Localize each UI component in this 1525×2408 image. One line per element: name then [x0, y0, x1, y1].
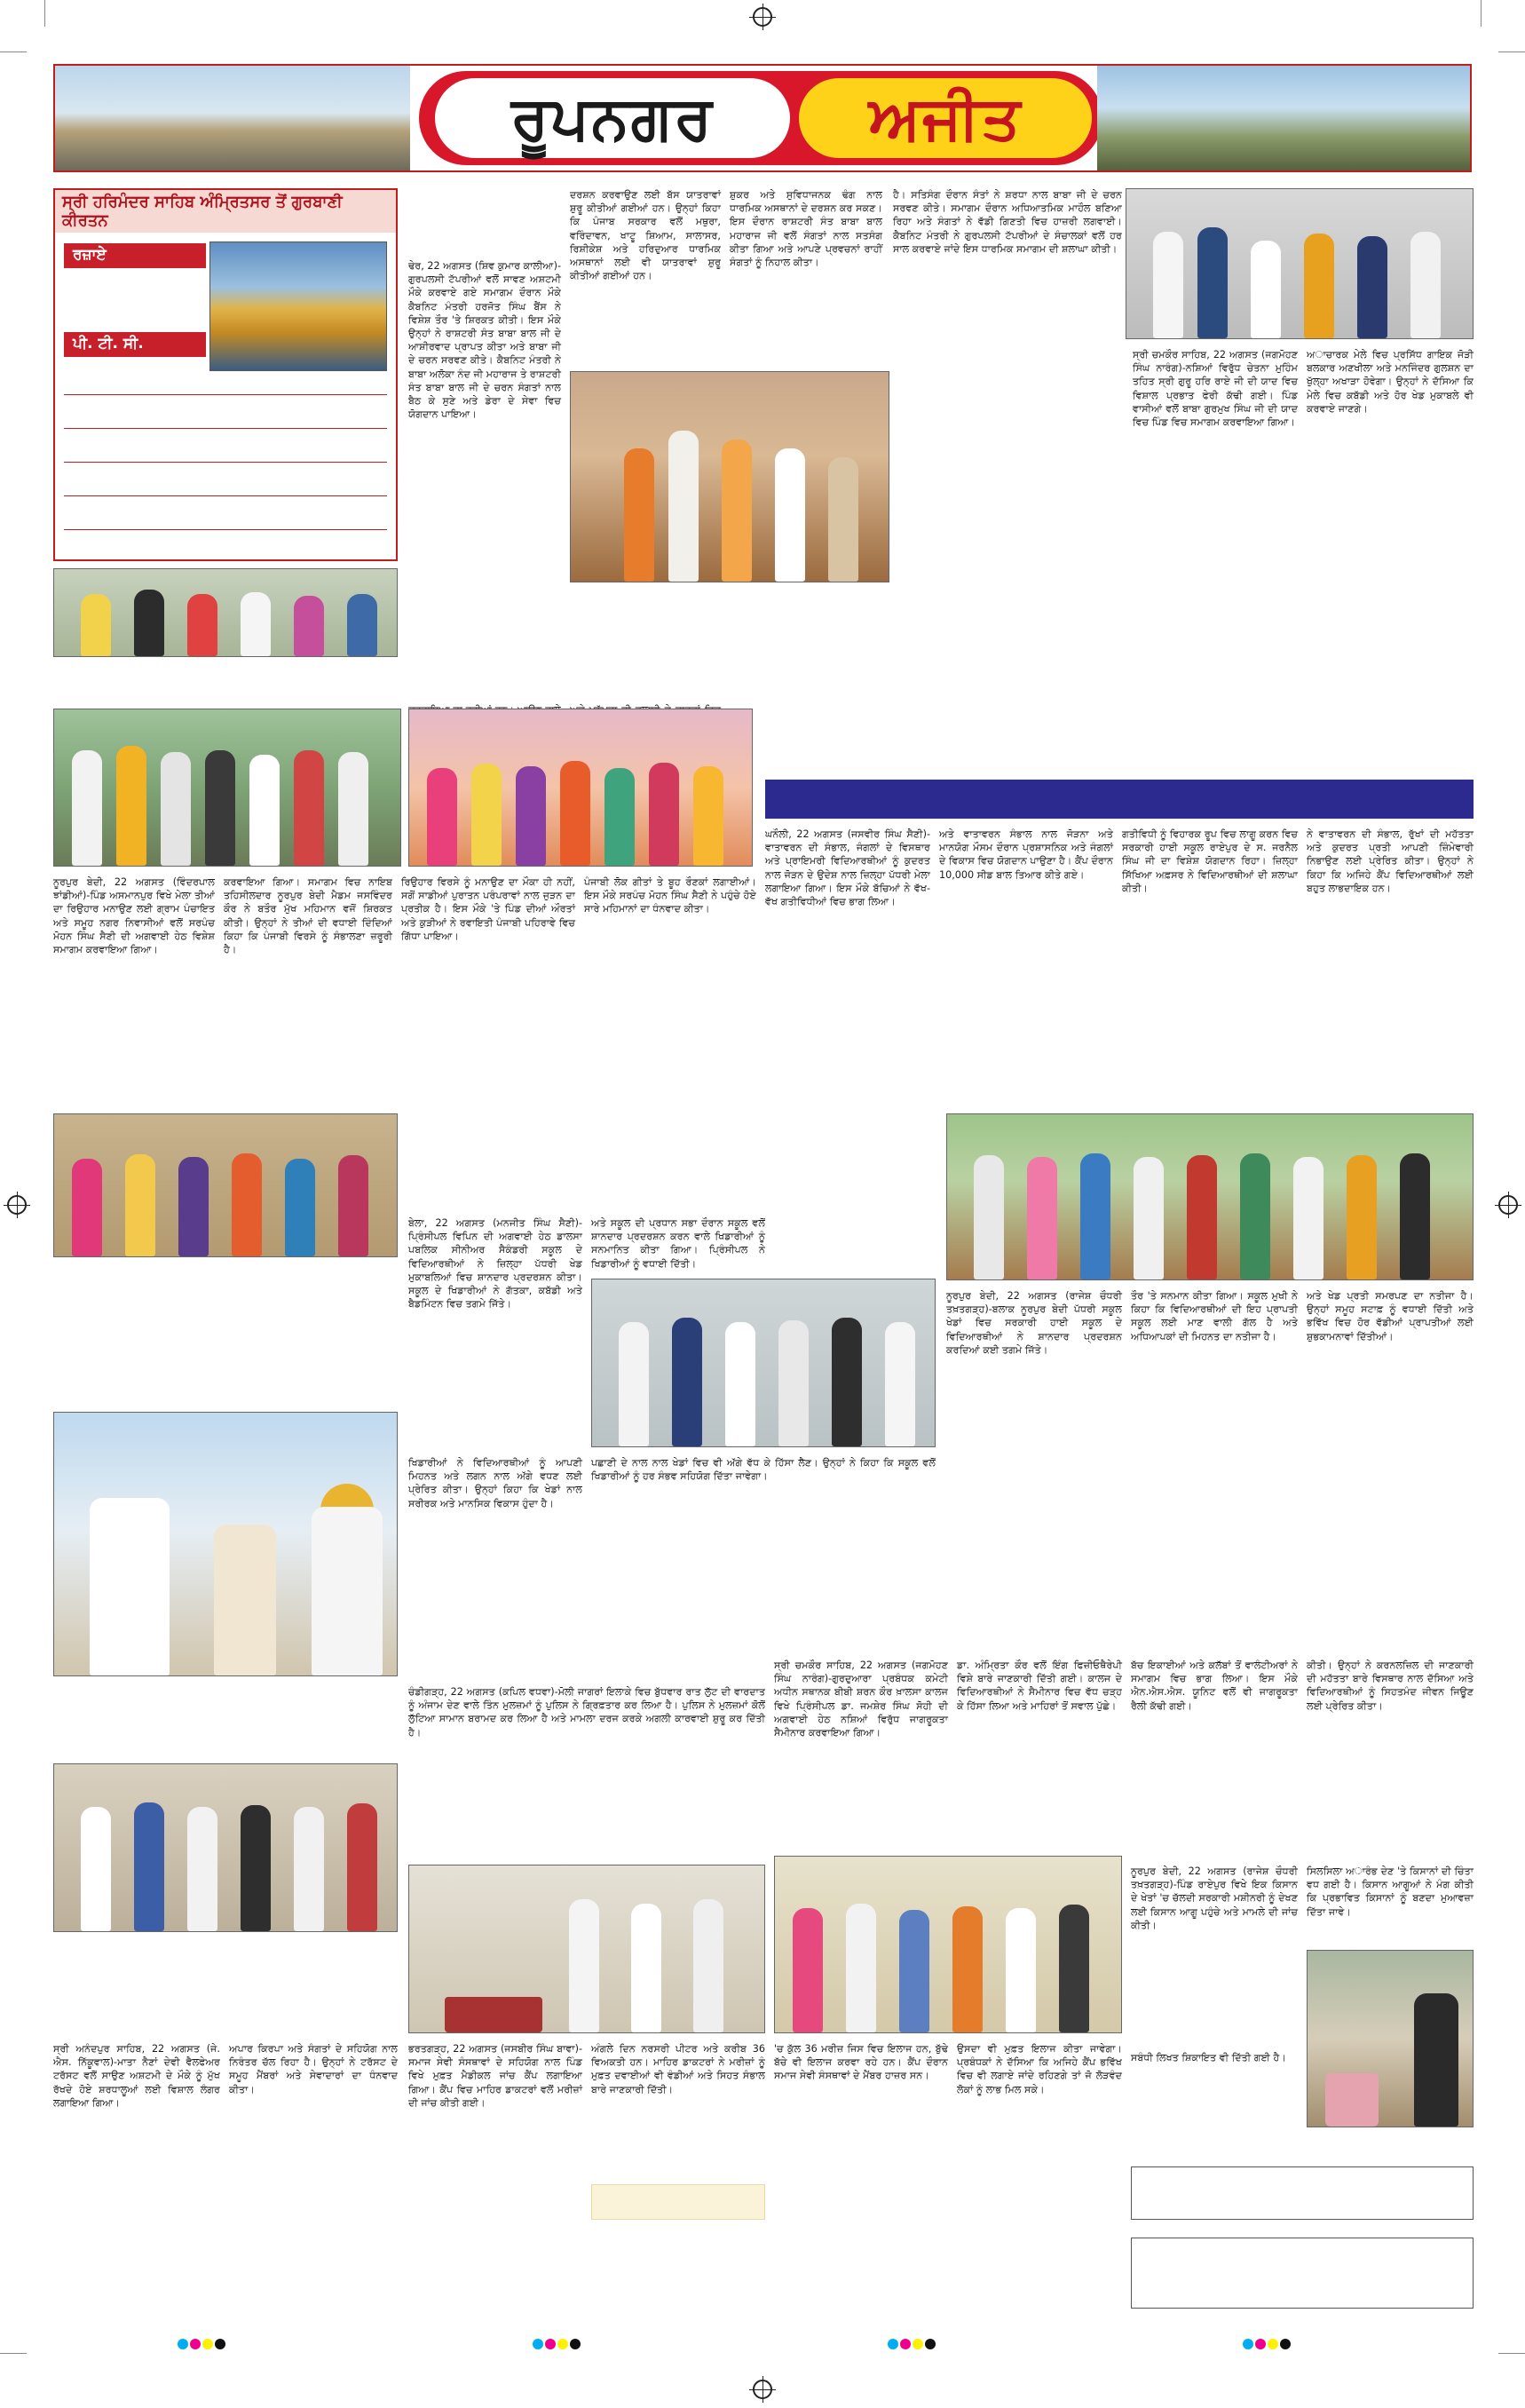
article-text: ਅੰਗਲੇ ਦਿਨ ਨਰਸਰੀ ਪੀਟਰ ਅਤੇ ਕਰੀਬ 36 ਵਿਅਕਤੀ ਹਨ। ਮਾਹਿਰ ਡਾਕਟਰਾਂ ਨੇ ਮਰੀਜ਼ਾਂ ਨੂੰ ਮੁਫ਼ਤ ਦਵਾਈਆਂ ਵੀ ਵੰਡੀਆਂ ਅਤੇ ਸਿਹਤ ਸੰਭਾਲ ਬਾਰੇ ਜਾਣਕਾਰੀ ਦਿੱਤੀ।: [591, 2043, 765, 2095]
crop-mark: [0, 2353, 27, 2354]
news-photo: [53, 1412, 398, 1676]
masthead-banner: [419, 71, 1102, 165]
article-text: ਕਰਵਾਇਆ ਗਿਆ। ਸਮਾਗਮ ਵਿਚ ਨਾਇਬ ਤਹਿਸੀਲਦਾਰ ਨੂਰਪੁਰ ਬੇਦੀ ਮੈਡਮ ਜਸਵਿੰਦਰ ਕੌਰ ਨੇ ਬਤੌਰ ਮੁੱਖ ਮਹਿਮਾਨ ਵਜੋਂ ਸ਼ਿਰਕਤ ਕੀਤੀ। ਉਨ੍ਹਾਂ ਨੇ ਤੀਆਂ ਦੀ ਵਧਾਈ ਦਿੰਦਿਆਂ ਕਿਹਾ ਕਿ ਪੰਜਾਬੀ ਵਿਰਸੇ ਨੂੰ ਸੰਭਾਲਣਾ ਜ਼ਰੂਰੀ ਹੈ।: [224, 876, 392, 956]
article-text: ਬੇਲਾ, 22 ਅਗਸਤ (ਮਨਜੀਤ ਸਿੰਘ ਸੈਣੀ)-ਪ੍ਰਿੰਸੀਪਲ ਵਿਪਿਨ ਦੀ ਅਗਵਾਈ ਹੇਠ ਡਾਲਸਾ ਪਬਲਿਕ ਸੀਨੀਅਰ ਸੈਕੰਡਰੀ ਸਕੂਲ ਦੇ ਵਿਦਿਆਰਥੀਆਂ ਨੇ ਜ਼ਿਲ੍ਹਾ ਪੱਧਰੀ ਖੇਡ ਮੁਕਾਬਲਿਆਂ ਵਿਚ ਸ਼ਾਨਦਾਰ ਪ੍ਰਦਰਸ਼ਨ ਕੀਤਾ। ਸਕੂਲ ਦੇ ਖਿਡਾਰੀਆਂ ਨੇ ਗੱਤਕਾ, ਕਬੱਡੀ ਅਤੇ ਬੈਡਮਿੰਟਨ ਵਿਚ ਤਗਮੇ ਜਿੱਤੇ।: [408, 1217, 582, 1311]
article-text: ਸ੍ਰੀ ਚਮਕੌਰ ਸਾਹਿਬ, 22 ਅਗਸਤ (ਜਗਮੋਹਣ ਸਿੰਘ ਨਾਰੰਗ)-ਗੁਰਦੁਆਰਾ ਪ੍ਰਬੰਧਕ ਕਮੇਟੀ ਅਧੀਨ ਸਥਾਨਕ ਬੀਬੀ ਸ਼ਰਨ ਕੌਰ ਖ਼ਾਲਸਾ ਕਾਲਜ ਵਿਖੇ ਪ੍ਰਿੰਸੀਪਲ ਡਾ. ਜਮਸ਼ੇਰ ਸਿੰਘ ਸੋਹੀ ਦੀ ਅਗਵਾਈ ਹੇਠ ਨਸ਼ਿਆਂ ਵਿਰੁੱਧ ਜਾਗਰੂਕਤਾ ਸੈਮੀਨਾਰ ਕਰਵਾਇਆ ਗਿਆ।: [774, 1659, 948, 1739]
article-text: ਕੀਤੀ। ਉਨ੍ਹਾਂ ਨੇ ਕਰਨਲਜ਼ਿਲ ਦੀ ਜਾਣਕਾਰੀ ਦੀ ਮਹੱਤਤਾ ਬਾਰੇ ਵਿਸਥਾਰ ਨਾਲ ਦੱਸਿਆ ਅਤੇ ਵਿਦਿਆਰਥੀਆਂ ਨੂੰ ਸਿਹਤਮੰਦ ਜੀਵਨ ਜਿਊਣ ਲਈ ਪ੍ਰੇਰਿਤ ਕੀਤਾ।: [1307, 1659, 1474, 1712]
divider: [64, 462, 387, 463]
article-text: ਸਿਲਸਿਲਾ ਅਾਰੰਭ ਦੇਣ 'ਤੇ ਕਿਸਾਨਾਂ ਦੀ ਚਿੰਤਾ ਵਧ ਗਈ ਹੈ। ਕਿਸਾਨ ਆਗੂਆਂ ਨੇ ਮੰਗ ਕੀਤੀ ਕਿ ਪ੍ਰਭਾਵਿਤ ਕਿਸਾਨਾਂ ਨੂੰ ਬਣਦਾ ਮੁਆਵਜ਼ਾ ਦਿੱਤਾ ਜਾਵੇ।: [1307, 1865, 1474, 1918]
registration-mark-top: [753, 7, 772, 27]
news-photo: [774, 1856, 1122, 2033]
kirtan-schedule-box: [53, 188, 398, 561]
golden-temple-photo: [209, 242, 387, 371]
crop-mark: [1481, 0, 1482, 27]
article-text: ਦਰਸ਼ਨ ਕਰਵਾਉਣ ਲਈ ਬੱਸ ਯਾਤਰਾਵਾਂ ਸ਼ੁਰੂ ਕੀਤੀਆਂ ਗਈਆਂ ਹਨ। ਉਨ੍ਹਾਂ ਕਿਹਾ ਕਿ ਪੰਜਾਬ ਸਰਕਾਰ ਵਲੋਂ ਮਥੁਰਾ, ਵਰਿੰਦਾਵਨ, ਖਾਟੂ ਸ਼ਿਆਮ, ਸਾਲਾਸਰ, ਰਿਸ਼ੀਕੇਸ਼ ਅਤੇ ਹਰਿਦੁਆਰ ਧਾਰਮਿਕ ਅਸਥਾਨਾਂ ਲਈ ਵੀ ਯਾਤਰਾਵਾਂ ਸ਼ੁਰੂ ਕੀਤੀਆਂ ਗਈਆਂ ਹਨ।: [570, 189, 721, 282]
gurdwara-photo: [55, 66, 410, 170]
article-text: ਨੇ ਵਾਤਾਵਰਨ ਦੀ ਸੰਭਾਲ, ਰੁੱਖਾਂ ਦੀ ਮਹੱਤਤਾ ਅਤੇ ਕੁਦਰਤ ਪ੍ਰਤੀ ਆਪਣੀ ਜ਼ਿੰਮੇਵਾਰੀ ਨਿਭਾਉਣ ਲਈ ਪ੍ਰੇਰਿਤ ਕੀਤਾ। ਉਨ੍ਹਾਂ ਨੇ ਕਿਹਾ ਕਿ ਅਜਿਹੇ ਕੈਂਪ ਵਿਦਿਆਰਥੀਆਂ ਲਈ ਬਹੁਤ ਲਾਭਦਾਇਕ ਹਨ।: [1307, 828, 1474, 894]
highlight-box: [591, 2184, 765, 2220]
news-photo: [53, 709, 401, 867]
article-text: ਢੇਰ, 22 ਅਗਸਤ (ਸ਼ਿਵ ਕੁਮਾਰ ਕਾਲੀਆ)-ਗੁਰਪਲਸੀ ਟੱਪਰੀਆਂ ਵਲੋਂ ਸਾਵਣ ਅਸ਼ਟਮੀ ਮੌਕੇ ਕਰਵਾਏ ਗਏ ਸਮਾਗਮ ਦੌਰਾਨ ਮੌਕੇ ਕੈਬਨਿਟ ਮੰਤਰੀ ਹਰਜੋਤ ਸਿੰਘ ਬੈਂਸ ਨੇ ਵਿਸ਼ੇਸ਼ ਤੌਰ 'ਤੇ ਸ਼ਿਰਕਤ ਕੀਤੀ। ਇਸ ਮੌਕੇ ਉਨ੍ਹਾਂ ਨੇ ਰਾਸ਼ਟਰੀ ਸੰਤ ਬਾਬਾ ਬਾਲ ਜੀ ਦੇ ਆਸ਼ੀਰਵਾਦ ਪ੍ਰਾਪਤ ਕੀਤਾ ਅਤੇ ਬਾਬਾ ਜੀ ਦੇ ਚਰਨ ਸਰਵਣ ਕੀਤੇ। ਕੈਬਨਿਟ ਮੰਤਰੀ ਨੇ ਬਾਬਾ ਅਲੋਕਾ ਨੰਦ ਜੀ ਮਹਾਰਾਜ ਤੇ ਰਾਸ਼ਟਰੀ ਸੰਤ ਬਾਬਾ ਬਾਲ ਜੀ ਦੇ ਚਰਨ ਸੰਗਤਾਂ ਨਾਲ ਬੈਠ ਕੇ ਸੁਣੇ ਅਤੇ ਡੇਰਾ ਦੇ ਸੇਵਾ ਵਿਚ ਯੋਗਦਾਨ ਪਾਇਆ।: [408, 260, 561, 421]
news-photo: [53, 568, 398, 657]
article-text: ਭਰਤਗੜ੍ਹ, 22 ਅਗਸਤ (ਜਸਬੀਰ ਸਿੰਘ ਬਾਵਾ)-ਸਮਾਜ ਸੇਵੀ ਸੰਸਥਾਵਾਂ ਦੇ ਸਹਿਯੋਗ ਨਾਲ ਪਿੰਡ ਵਿਖੇ ਮੁਫ਼ਤ ਮੈਡੀਕਲ ਜਾਂਚ ਕੈਂਪ ਲਗਾਇਆ ਗਿਆ। ਕੈਂਪ ਵਿਚ ਮਾਹਿਰ ਡਾਕਟਰਾਂ ਵਲੋਂ ਮਰੀਜ਼ਾਂ ਦੀ ਜਾਂਚ ਕੀਤੀ ਗਈ।: [408, 2043, 582, 2109]
article-text: ਬੱਚ ਇਕਾਈਆਂ ਅਤੇ ਕਲੱਬਾਂ ਤੋਂ ਵਾਲੰਟੀਅਰਾਂ ਨੇ ਸਮਾਗਮ ਵਿਚ ਭਾਗ ਲਿਆ। ਇਸ ਮੌਕੇ ਐਨ.ਐਸ.ਐਸ. ਯੂਨਿਟ ਵਲੋਂ ਵੀ ਜਾਗਰੂਕਤਾ ਰੈਲੀ ਕੱਢੀ ਗਈ।: [1131, 1659, 1298, 1712]
article-text: ਤੌਰ 'ਤੇ ਸਨਮਾਨ ਕੀਤਾ ਗਿਆ। ਸਕੂਲ ਮੁਖੀ ਨੇ ਕਿਹਾ ਕਿ ਵਿਦਿਆਰਥੀਆਂ ਦੀ ਇਹ ਪ੍ਰਾਪਤੀ ਸਕੂਲ ਲਈ ਮਾਣ ਵਾਲੀ ਗੱਲ ਹੈ ਅਤੇ ਅਧਿਆਪਕਾਂ ਦੀ ਮਿਹਨਤ ਦਾ ਨਤੀਜਾ ਹੈ।: [1131, 1290, 1298, 1343]
ad-box: [1131, 2238, 1474, 2309]
divider: [64, 428, 387, 429]
crop-mark: [1498, 2353, 1525, 2354]
masthead: [53, 64, 1472, 172]
article-text: ਸ਼ੁਕਰ ਅਤੇ ਸੁਵਿਧਾਜਨਕ ਢੰਗ ਨਾਲ ਧਾਰਮਿਕ ਅਸਥਾਨਾਂ ਦੇ ਦਰਸ਼ਨ ਕਰ ਸਕਣ। ਇਸ ਦੌਰਾਨ ਰਾਸ਼ਟਰੀ ਸੰਤ ਬਾਬਾ ਬਾਲ ਮਹਾਰਾਜ ਜੀ ਵਲੋਂ ਸੰਗਤਾਂ ਨਾਲ ਸਤਸੰਗ ਕੀਤਾ ਗਿਆ ਅਤੇ ਆਪਣੇ ਪ੍ਰਵਚਨਾਂ ਰਾਹੀਂ ਸੰਗਤਾਂ ਨੂੰ ਨਿਹਾਲ ਕੀਤਾ।: [730, 189, 882, 269]
kirtan-row-label: ਰਜ਼ਾਏ: [64, 243, 206, 268]
registration-mark-left: [7, 1195, 27, 1215]
crop-mark: [0, 51, 27, 52]
article-text: ਪਛਾਣੀ ਦੇ ਨਾਲ ਨਾਲ ਖੇਡਾਂ ਵਿਚ ਵੀ ਅੱਗੇ ਵੱਧ ਕੇ ਹਿੱਸਾ ਲੈਣ। ਉਨ੍ਹਾਂ ਨੇ ਕਿਹਾ ਕਿ ਸਕੂਲ ਵਲੋਂ ਖਿਡਾਰੀਆਂ ਨੂੰ ਹਰ ਸੰਭਵ ਸਹਿਯੋਗ ਦਿੱਤਾ ਜਾਵੇਗਾ।: [591, 1457, 936, 1483]
article-text: ਪੰਜਾਬੀ ਲੋਕ ਗੀਤਾਂ ਤੇ ਬੂਹ ਰੌਣਕਾਂ ਲਗਾਈਆਂ। ਇਸ ਮੌਕੇ ਸਰਪੰਚ ਮੋਹਨ ਸਿੰਘ ਸੈਣੀ ਨੇ ਪਹੁੰਚੇ ਹੋਏ ਸਾਰੇ ਮਹਿਮਾਨਾਂ ਦਾ ਧੰਨਵਾਦ ਕੀਤਾ।: [584, 876, 756, 915]
article-text: ਖਿਡਾਰੀਆਂ ਨੇ ਵਿਦਿਆਰਥੀਆਂ ਨੂੰ ਆਪਣੀ ਮਿਹਨਤ ਅਤੇ ਲਗਨ ਨਾਲ ਅੱਗੇ ਵਧਣ ਲਈ ਪ੍ਰੇਰਿਤ ਕੀਤਾ। ਉਨ੍ਹਾਂ ਕਿਹਾ ਕਿ ਖੇਡਾਂ ਨਾਲ ਸਰੀਰਕ ਅਤੇ ਮਾਨਸਿਕ ਵਿਕਾਸ ਹੁੰਦਾ ਹੈ।: [408, 1457, 582, 1509]
masthead-brand: ਅਜੀਤ: [868, 82, 1023, 154]
article-text: ਡਾ. ਅੰਮ੍ਰਿਤਾ ਕੌਰ ਵਲੋਂ ਇੰਗ ਫਿਜ਼ੀਓਥੈਰੇਪੀ ਵਿਸ਼ੇ ਬਾਰੇ ਜਾਣਕਾਰੀ ਦਿੱਤੀ ਗਈ। ਕਾਲਜ ਦੇ ਵਿਦਿਆਰਥੀਆਂ ਨੇ ਸੈਮੀਨਾਰ ਵਿਚ ਵੱਧ ਚੜ੍ਹ ਕੇ ਹਿੱਸਾ ਲਿਆ ਅਤੇ ਮਾਹਿਰਾਂ ਤੋਂ ਸਵਾਲ ਪੁੱਛੇ।: [957, 1659, 1122, 1712]
headline-bar: [765, 780, 1474, 819]
news-photo: [53, 1113, 398, 1257]
article-text: ਚੰਡੀਗੜ੍ਹ, 22 ਅਗਸਤ (ਕਪਿਲ ਵਧਵਾ)-ਮੋਲੀ ਜਾਗਰਾਂ ਇਲਾਕੇ ਵਿਚ ਬੁੱਧਵਾਰ ਰਾਤ ਲੁੱਟ ਦੀ ਵਾਰਦਾਤ ਨੂੰ ਅੰਜਾਮ ਦੇਣ ਵਾਲੇ ਤਿੰਨ ਮੁਲਜ਼ਮਾਂ ਨੂੰ ਪੁਲਿਸ ਨੇ ਗ੍ਰਿਫ਼ਤਾਰ ਕਰ ਲਿਆ ਹੈ। ਪੁਲਿਸ ਨੇ ਮੁਲਜ਼ਮਾਂ ਕੋਲੋਂ ਲੁੱਟਿਆ ਸਾਮਾਨ ਬਰਾਮਦ ਕਰ ਲਿਆ ਹੈ ਅਤੇ ਮਾਮਲਾ ਦਰਜ ਕਰਕੇ ਅਗਲੀ ਕਾਰਵਾਈ ਸ਼ੁਰੂ ਕਰ ਦਿੱਤੀ ਹੈ।: [408, 1686, 765, 1739]
crop-mark: [1498, 51, 1525, 52]
news-photo: [1307, 1950, 1474, 2127]
divider: [64, 394, 387, 395]
article-text: ਰਿਉਹਾਰ ਵਿਰਸੇ ਨੂੰ ਮਨਾਉਣ ਦਾ ਮੌਕਾ ਹੀ ਨਹੀਂ, ਸਗੋਂ ਸਾਡੀਆਂ ਪੁਰਾਤਨ ਪਰੰਪਰਾਵਾਂ ਨਾਲ ਜੁੜਨ ਦਾ ਪ੍ਰਤੀਕ ਹੈ। ਇਸ ਮੌਕੇ 'ਤੇ ਪਿੰਡ ਦੀਆਂ ਔਰਤਾਂ ਅਤੇ ਕੁੜੀਆਂ ਨੇ ਰਵਾਇਤੀ ਪੰਜਾਬੀ ਪਹਿਰਾਵੇ ਵਿਚ ਗਿੱਧਾ ਪਾਇਆ।: [401, 876, 575, 942]
color-bar: [888, 2339, 936, 2349]
news-photo: [946, 1113, 1474, 1280]
article-text: ਅਪਾਰ ਕਿਰਪਾ ਅਤੇ ਸੰਗਤਾਂ ਦੇ ਸਹਿਯੋਗ ਨਾਲ ਨਿਰੰਤਰ ਚੱਲ ਰਿਹਾ ਹੈ। ਉਨ੍ਹਾਂ ਨੇ ਟਰੱਸਟ ਦੇ ਸਮੂਹ ਮੈਂਬਰਾਂ ਅਤੇ ਸੇਵਾਦਾਰਾਂ ਦਾ ਧੰਨਵਾਦ ਕੀਤਾ।: [229, 2043, 398, 2095]
color-bar: [178, 2339, 225, 2349]
article-text: ਸ੍ਰੀ ਅਨੰਦਪੁਰ ਸਾਹਿਬ, 22 ਅਗਸਤ (ਜੇ. ਐਸ. ਨਿੱਕੂਵਾਲ)-ਮਾਤਾ ਨੈਣਾਂ ਦੇਵੀ ਵੈਲਫੇਅਰ ਟਰੱਸਟ ਵਲੋਂ ਸਾਉਣ ਅਸ਼ਟਮੀ ਦੇ ਮੌਕੇ ਨੂੰ ਮੁੱਖ ਰੱਖਦੇ ਹੋਏ ਸ਼ਰਧਾਲੂਆਂ ਲਈ ਵਿਸ਼ਾਲ ਲੰਗਰ ਲਗਾਇਆ ਗਿਆ।: [53, 2043, 220, 2109]
registration-mark-right: [1498, 1195, 1518, 1215]
kirtan-title: ਸ੍ਰੀ ਹਰਿਮੰਦਰ ਸਾਹਿਬ ਅੰਮ੍ਰਿਤਸਰ ਤੋਂ ਗੁਰਬਾਣੀ ਕੀਰਤਨ: [55, 190, 396, 233]
news-photo: [1126, 188, 1474, 339]
article-text: ਉਸਦਾ ਵੀ ਮੁਫ਼ਤ ਇਲਾਜ ਕੀਤਾ ਜਾਵੇਗਾ। ਪ੍ਰਬੰਧਕਾਂ ਨੇ ਦੱਸਿਆ ਕਿ ਅਜਿਹੇ ਕੈਂਪ ਭਵਿੱਖ ਵਿਚ ਵੀ ਲਗਾਏ ਜਾਂਦੇ ਰਹਿਣਗੇ ਤਾਂ ਜੋ ਲੋੜਵੰਦ ਲੋਕਾਂ ਨੂੰ ਲਾਭ ਮਿਲ ਸਕੇ।: [957, 2043, 1122, 2095]
registration-mark-bottom: [753, 2380, 772, 2399]
news-photo: [408, 1865, 765, 2033]
divider: [64, 529, 387, 530]
masthead-title: ਰੂਪਨਗਰ: [510, 82, 714, 154]
article-text: ਅਤੇ ਵਾਤਾਵਰਨ ਸੰਭਾਲ ਨਾਲ ਜੋੜਨਾ ਅਤੇ ਮਾਨਯੋਗ ਮੌਸਮ ਦੌਰਾਨ ਪ੍ਰਸ਼ਾਸਨਿਕ ਅਤੇ ਜੰਗਲਾਂ ਦੇ ਵਿਕਾਸ ਵਿਚ ਯੋਗਦਾਨ ਪਾਉਣਾ ਹੈ। ਕੈਂਪ ਦੌਰਾਨ 10,000 ਸੀਡ ਬਾਲ ਤਿਆਰ ਕੀਤੇ ਗਏ।: [939, 828, 1113, 881]
color-bar: [1243, 2339, 1291, 2349]
article-text: ਸਬੰਧੀ ਲਿਖਤ ਸ਼ਿਕਾਇਤ ਵੀ ਦਿੱਤੀ ਗਈ ਹੈ।: [1131, 2052, 1286, 2063]
landscape-photo: [1097, 66, 1470, 170]
kirtan-row-label: ਪੀ. ਟੀ. ਸੀ.: [64, 332, 206, 357]
article-text: ਅਤੇ ਸਕੂਲ ਦੀ ਪ੍ਰਧਾਨ ਸਭਾ ਦੌਰਾਨ ਸਕੂਲ ਵਲੋਂ ਸ਼ਾਨਦਾਰ ਪ੍ਰਦਰਸ਼ਨ ਕਰਨ ਵਾਲੇ ਖਿਡਾਰੀਆਂ ਨੂੰ ਸਨਮਾਨਿਤ ਕੀਤਾ ਗਿਆ। ਪ੍ਰਿੰਸੀਪਲ ਨੇ ਖਿਡਾਰੀਆਂ ਨੂੰ ਵਧਾਈ ਦਿੱਤੀ।: [591, 1217, 765, 1270]
news-photo: [570, 371, 889, 582]
news-photo: [591, 1279, 936, 1447]
article-text: ਅਤੇ ਖੇਡ ਪ੍ਰਤੀ ਸਮਰਪਣ ਦਾ ਨਤੀਜਾ ਹੈ। ਉਨ੍ਹਾਂ ਸਮੂਹ ਸਟਾਫ਼ ਨੂੰ ਵਧਾਈ ਦਿੱਤੀ ਅਤੇ ਭਵਿੱਖ ਵਿਚ ਹੋਰ ਵੱਡੀਆਂ ਪ੍ਰਾਪਤੀਆਂ ਲਈ ਸ਼ੁਭਕਾਮਨਾਵਾਂ ਦਿੱਤੀਆਂ।: [1307, 1290, 1474, 1343]
article-text: ਘਨੌਲੀ, 22 ਅਗਸਤ (ਜਸਵੀਰ ਸਿੰਘ ਸੈਣੀ)-ਵਾਤਾਵਰਨ ਦੀ ਸੰਭਾਲ, ਜੰਗਲਾਂ ਦੇ ਵਿਸਥਾਰ ਅਤੇ ਪ੍ਰਾਇਮਰੀ ਵਿਦਿਆਰਥੀਆਂ ਨੂੰ ਕੁਦਰਤ ਨਾਲ ਜੋੜਨ ਦੇ ਉਦੇਸ਼ ਨਾਲ ਜ਼ਿਲ੍ਹਾ ਪੱਧਰੀ ਮੇਲਾ ਲਗਾਇਆ ਗਿਆ। ਇਸ ਮੌਕੇ ਬੱਚਿਆਂ ਨੇ ਵੱਖ-ਵੱਖ ਗਤੀਵਿਧੀਆਂ ਵਿਚ ਭਾਗ ਲਿਆ।: [765, 828, 930, 908]
article-text: ਸ੍ਰੀ ਚਮਕੌਰ ਸਾਹਿਬ, 22 ਅਗਸਤ (ਜਗਮੋਹਣ ਸਿੰਘ ਨਾਰੰਗ)-ਨਸ਼ਿਆਂ ਵਿਰੁੱਧ ਚੇਤਨਾ ਮੁਹਿੰਮ ਤਹਿਤ ਸ੍ਰੀ ਗੁਰੂ ਹਰਿ ਰਾਏ ਜੀ ਦੀ ਯਾਦ ਵਿਚ ਵਿਸ਼ਾਲ ਪ੍ਰਭਾਤ ਫੇਰੀ ਕੱਢੀ ਗਈ। ਪਿੰਡ ਵਾਸੀਆਂ ਵਲੋਂ ਬਾਬਾ ਗੁਰਮੁਖ ਸਿੰਘ ਜੀ ਦੀ ਯਾਦ ਵਿਚ ਪਿੰਡ ਵਿਚ ਸਮਾਗਮ ਕਰਵਾਇਆ ਗਿਆ।: [1133, 349, 1298, 429]
news-photo: [408, 709, 753, 867]
article-text: 'ਚ ਕੁੱਲ 36 ਮਰੀਜ਼ ਜਿਸ ਵਿਚ ਇਲਾਜ ਹਨ, ਬੁੱਢੇ ਬੱਚੇ ਵੀ ਇਲਾਜ ਕਰਵਾ ਰਹੇ ਹਨ। ਕੈਂਪ ਦੌਰਾਨ ਸਮਾਜ ਸੇਵੀ ਸੰਸਥਾਵਾਂ ਦੇ ਮੈਂਬਰ ਹਾਜ਼ਰ ਸਨ।: [774, 2043, 948, 2082]
ad-box: [1131, 2166, 1474, 2220]
color-bar: [533, 2339, 581, 2349]
article-text: ਨੂਰਪੁਰ ਬੇਦੀ, 22 ਅਗਸਤ (ਰਾਜੇਸ਼ ਚੌਧਰੀ ਤਖ਼ਤਗੜ੍ਹ)-ਬਲਾਕ ਨੂਰਪੁਰ ਬੇਦੀ ਪੱਧਰੀ ਸਕੂਲ ਖੇਡਾਂ ਵਿਚ ਸਰਕਾਰੀ ਹਾਈ ਸਕੂਲ ਦੇ ਵਿਦਿਆਰਥੀਆਂ ਨੇ ਸ਼ਾਨਦਾਰ ਪ੍ਰਦਰਸ਼ਨ ਕਰਦਿਆਂ ਕਈ ਤਗਮੇ ਜਿੱਤੇ।: [946, 1290, 1122, 1356]
crop-mark: [44, 0, 45, 27]
article-text: ਨੂਰਪੁਰ ਬੇਦੀ, 22 ਅਗਸਤ (ਵਿੰਦਰਪਾਲ ਝਾਂਡੀਆਂ)-ਪਿੰਡ ਅਸਮਾਨਪੁਰ ਵਿਖੇ ਮੇਲਾ ਤੀਆਂ ਦਾ ਰਿਉਹਾਰ ਮਨਾਉਣ ਲਈ ਗ੍ਰਾਮ ਪੰਚਾਇਤ ਅਤੇ ਸਮੂਹ ਨਗਰ ਨਿਵਾਸੀਆਂ ਵਲੋਂ ਸਰਪੰਚ ਮੋਹਨ ਸਿੰਘ ਸੈਣੀ ਦੀ ਅਗਵਾਈ ਹੇਠ ਵਿਸ਼ੇਸ਼ ਸਮਾਗਮ ਕਰਵਾਇਆ ਗਿਆ।: [53, 876, 215, 956]
divider: [64, 495, 387, 496]
article-text: ਗਤੀਵਿਧੀ ਨੂੰ ਵਿਹਾਰਕ ਰੂਪ ਵਿਚ ਲਾਗੂ ਕਰਨ ਵਿਚ ਸਰਕਾਰੀ ਹਾਈ ਸਕੂਲ ਰਾਏਪੁਰ ਦੇ ਸ. ਜਰਨੈਲ ਸਿੰਘ ਜੀ ਦਾ ਵਿਸ਼ੇਸ਼ ਯੋਗਦਾਨ ਰਿਹਾ। ਜ਼ਿਲ੍ਹਾ ਸਿੱਖਿਆ ਅਫ਼ਸਰ ਨੇ ਵਿਦਿਆਰਥੀਆਂ ਦੀ ਸ਼ਲਾਘਾ ਕੀਤੀ।: [1122, 828, 1298, 894]
article-text: ਅਾਚਾਰਕ ਮੇਲੇ ਵਿਚ ਪ੍ਰਸਿੱਧ ਗਾਇਕ ਜੋੜੀ ਬਲਕਾਰ ਅਣਖੀਲਾ ਅਤੇ ਮਨਜਿੰਦਰ ਗੁਲਸ਼ਨ ਦਾ ਖੁੱਲ੍ਹਾ ਅਖਾੜਾ ਹੋਵੇਗਾ। ਉਨ੍ਹਾਂ ਨੇ ਦੱਸਿਆ ਕਿ ਮੇਲੇ ਵਿਚ ਕਬੱਡੀ ਅਤੇ ਹੋਰ ਖੇਡ ਮੁਕਾਬਲੇ ਵੀ ਕਰਵਾਏ ਜਾਣਗੇ।: [1307, 349, 1474, 415]
article-text: ਹੈ। ਸਤਿਸੰਗ ਦੌਰਾਨ ਸੰਤਾਂ ਨੇ ਸ਼ਰਧਾ ਨਾਲ ਬਾਬਾ ਜੀ ਦੇ ਚਰਨ ਸਰਵਣ ਕੀਤੇ। ਸਮਾਗਮ ਦੌਰਾਨ ਅਧਿਆਤਮਿਕ ਮਾਹੌਲ ਬਣਿਆ ਰਿਹਾ ਅਤੇ ਸੰਗਤਾਂ ਨੇ ਵੱਡੀ ਗਿਣਤੀ ਵਿਚ ਹਾਜ਼ਰੀ ਲਗਵਾਈ। ਕੈਬਨਿਟ ਮੰਤਰੀ ਨੇ ਗੁਰਪਲਸੀ ਟੱਪਰੀਆਂ ਦੇ ਸੰਚਾਲਕਾਂ ਵਲੋਂ ਹਰ ਸਾਲ ਕਰਵਾਏ ਜਾਂਦੇ ਇਸ ਧਾਰਮਿਕ ਸਮਾਗਮ ਦੀ ਸ਼ਲਾਘਾ ਕੀਤੀ।: [893, 189, 1122, 255]
news-photo: [53, 1763, 398, 1932]
article-text: ਨੂਰਪੁਰ ਬੇਦੀ, 22 ਅਗਸਤ (ਰਾਜੇਸ਼ ਚੌਧਰੀ ਤਖ਼ਤਗੜ੍ਹ)-ਪਿੰਡ ਰਾਏਪੁਰ ਵਿਖੇ ਇਕ ਕਿਸਾਨ ਦੇ ਖੇਤਾਂ 'ਚ ਚੱਲਦੀ ਸਰਕਾਰੀ ਮਸ਼ੀਨਰੀ ਨੂੰ ਦੇਖਣ ਲਈ ਕਿਸਾਨ ਆਗੂ ਪਹੁੰਚੇ ਅਤੇ ਮਾਮਲੇ ਦੀ ਜਾਂਚ ਕੀਤੀ।: [1131, 1865, 1298, 1931]
